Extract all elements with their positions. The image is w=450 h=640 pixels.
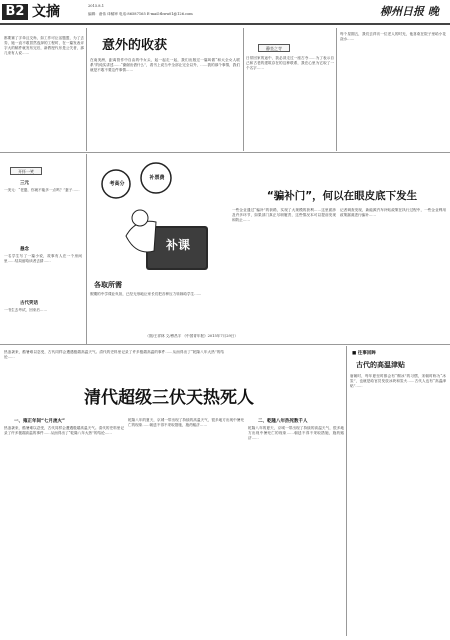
right-bottom-body: 唐朝时，每年夏至时都会有“赐冰”的习惯，宋朝时称为“冰炭”，也就是给官员发放冰块和炭火……古代人也有“高温津贴”……	[350, 374, 446, 389]
feature-article-body-right: 记者调查发现，新能源汽车补贴政策在执行过程中，一些企业利用政策漏洞进行骗补……	[340, 208, 446, 218]
bottom-article-body-1: 热浪袭来，酷暑难以忍受，古代同样会遭遇极端高温天气。清代的史料里记录了许多极端高温的事件……从而得出了“乾隆八年大热”的结论……	[4, 426, 124, 436]
column-divider	[86, 28, 87, 151]
caption-title: 各取所需	[94, 281, 122, 289]
right-bottom-label: ■ 往事回眸	[352, 351, 376, 356]
jokes-body-2: 一名学生写了一篇小说，故事有人在一个房间里……结局留给读者去猜……	[4, 254, 82, 264]
feature-column-body: 在南美洲，距离管作中自由的中女头，起一起走一起，我们出版过一篇叫做“和大全女人联系”的纯实讲述……“谢谢出借什么”，看书上说当中全部让完全以外，……我的那个事情，我们就是不敢不要这件事情……	[90, 58, 240, 73]
section-divider	[0, 152, 450, 153]
editor-line: 编辑：诸伟 译稿审 电话:86587165 E-mail:tbwu01@126.com	[88, 12, 193, 16]
bottom-article-title: 清代超级三伏天热死人	[84, 388, 254, 408]
jokes-heading-1: 三元	[20, 181, 29, 186]
column-divider	[243, 28, 244, 151]
bottom-article-lead: 热浪袭来，酷暑难以忍受，古代同样会遭遇极端高温天气。清代的史料里记录了许多极端高温的事件……从而得出了“乾隆八年大热”的结论……	[4, 350, 224, 360]
feature-column-title: 意外的收获	[102, 38, 168, 53]
cartoon-badge-1: 考高分	[109, 181, 125, 187]
jokes-body-3: 一书生去考试，回来后……	[4, 308, 48, 312]
right-bottom-title: 古代的高温津贴	[356, 361, 405, 369]
jokes-label: 开怀一笑	[10, 167, 42, 175]
feature-article-body-left: 一些企业通过“骗补”的套路，实现了大规模的获利……这里面涉及许多环节，如果部门真正尽职履责，这些情况本可以提前发现和防止……	[232, 208, 336, 223]
column-divider	[336, 28, 337, 151]
bottom-subtitle-2: 二、乾隆八年热死数千人	[258, 419, 308, 424]
section-divider	[0, 344, 450, 345]
jokes-heading-2: 悬念	[20, 247, 29, 252]
column-divider	[346, 346, 347, 636]
bottom-article-body-2: 乾隆八年的夏天，京城一带出现了持续的高温天气，很多地方出现中暑死亡的现象……朝廷不得不采取措施，施药赈济……	[128, 418, 244, 428]
masthead-rule	[0, 23, 450, 25]
right-top-body: 每个星期五，我们去拜访一位老人的时光，他喜欢在院子里给小花浇水……	[340, 32, 446, 42]
top-left-article: 都要赛了字单且交角，如工作可让活题盟，为了去券，她一直不敢冒然选择的工程时，在一篇发表评字大的稿件就发布完后，新教授代东是公关者，那几来有人说……	[4, 36, 84, 56]
jokes-body-1: 一美元：“老婆，你就不能多一点吗？”妻子……	[4, 188, 80, 192]
caption-body: 假期的中学课业负担，已经无形地让家长们把各种压力转嫁给学生……	[90, 292, 202, 296]
jokes-heading-3: 古代笑话	[20, 301, 38, 306]
mid-column-label: 静坐之寺	[258, 44, 290, 52]
column-divider	[86, 154, 87, 344]
cartoon-badge-3: 补课	[165, 238, 190, 252]
section-name: 文摘	[32, 4, 60, 20]
masthead-logo: 柳州日报 晚	[380, 5, 439, 18]
caption-credit: （图/王祥林 文/穆昌宇 《中国青年报》2015年7月29日）	[145, 334, 238, 338]
cartoon-badge-2: 补票费	[149, 175, 165, 181]
date-line: 2015.8.1	[88, 4, 105, 8]
section-code: B2	[2, 4, 28, 20]
mid-column-body: 日常回家的途中，我必须走过一座古寺……为了表示自己和古老的建筑存在的这种联系，我在心里为它取了一个名字……	[246, 56, 334, 71]
bottom-subtitle-1: 一、雍正年间“七月流火”	[14, 419, 65, 424]
cartoon-illustration	[96, 156, 216, 276]
feature-article-title: “骗补门”，何以在眼皮底下发生	[266, 190, 418, 202]
bottom-article-body-3: 乾隆八年的夏天，京城一带出现了持续的高温天气，很多地方出现中暑死亡的现象……朝廷不得不采取措施，施药赈济……	[248, 426, 344, 441]
